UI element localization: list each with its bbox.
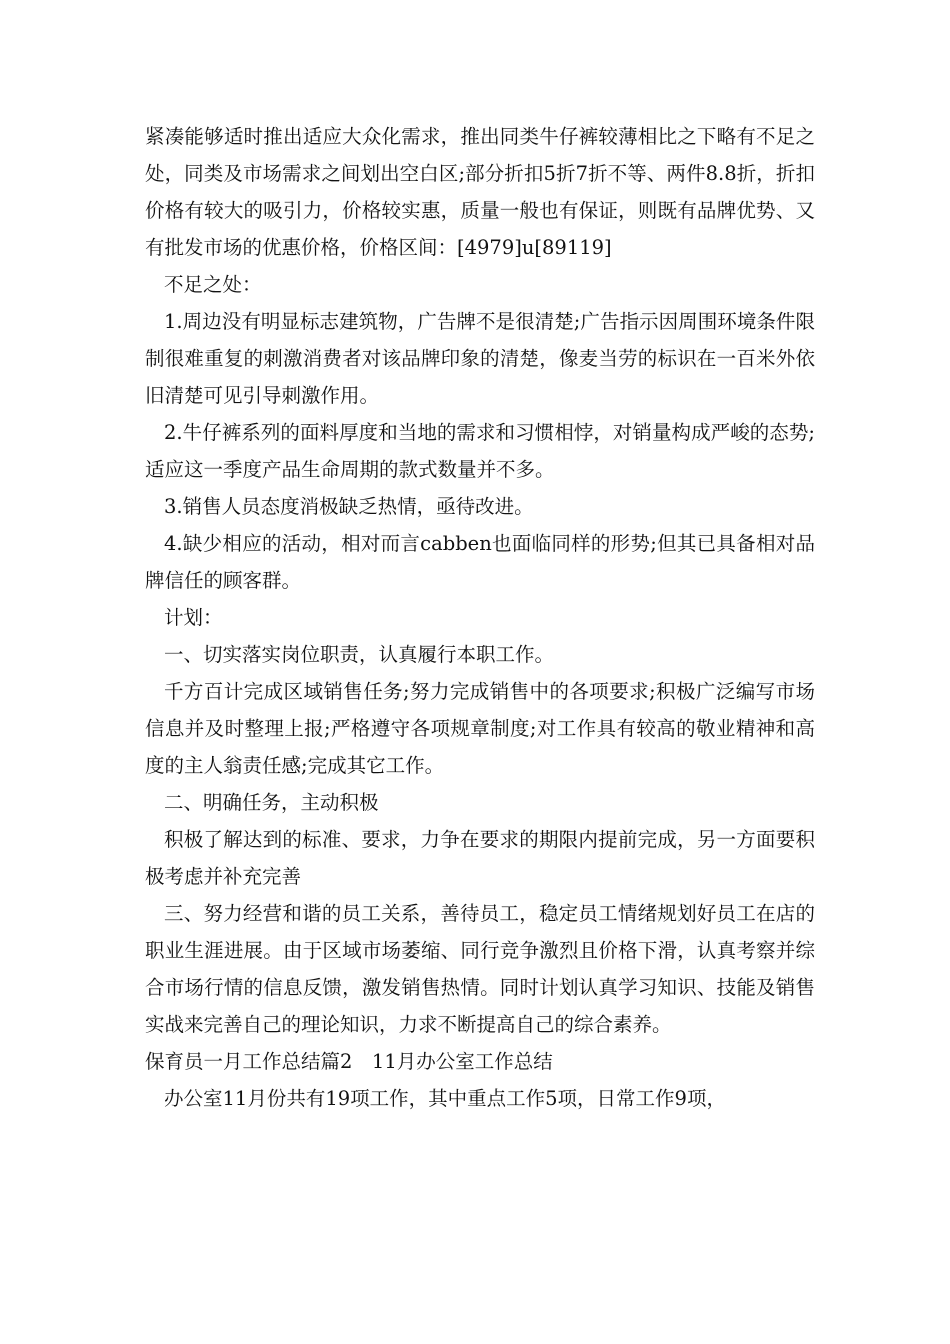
paragraph-shortcoming-4: 4.缺少相应的活动，相对而言cabben也面临同样的形势;但其已具备相对品牌信任的顾客群。	[145, 532, 815, 592]
paragraph-plan-2: 积极了解达到的标准、要求，力争在要求的期限内提前完成，另一方面要积极考虑并补充完善	[145, 828, 815, 888]
paragraph-plan-3: 三、努力经营和谐的员工关系，善待员工，稳定员工情绪规划好员工在店的职业生涯进展。由于区域市场萎缩、同行竞争激烈且价格下滑，认真考察并综合市场行情的信息反馈，激发销售热情。同时计划认真学习知识、技能及销售实战来完善自己的理论知识，力求不断提高自己的综合素养。	[145, 902, 815, 1036]
document-body	[145, 118, 815, 1117]
heading-plan-2: 二、明确任务，主动积极	[164, 791, 379, 814]
paragraph-shortcoming-1: 1.周边没有明显标志建筑物，广告牌不是很清楚;广告指示因周围环境条件限制很难重复的刺激消费者对该品牌印象的清楚，像麦当劳的标识在一百米外依旧清楚可见引导刺激作用。	[145, 310, 815, 407]
paragraph-shortcoming-3: 3.销售人员态度消极缺乏热情，亟待改进。	[164, 495, 534, 518]
paragraph-pricing: 紧凑能够适时推出适应大众化需求，推出同类牛仔裤较薄相比之下略有不足之处，同类及市场需求之间划出空白区;部分折扣5折7折不等、两件8.8折，折扣价格有较大的吸引力，价格较实惠，质量一般也有保证，则既有品牌优势、又有批发市场的优惠价格，价格区间：[4979]u[89119]	[145, 125, 815, 259]
heading-plan-1: 一、切实落实岗位职责，认真履行本职工作。	[164, 643, 555, 666]
heading-shortcomings: 不足之处：	[164, 273, 262, 296]
section-title: 保育员一月工作总结篇2 11月办公室工作总结	[145, 1050, 553, 1073]
paragraph-office-summary: 办公室11月份共有19项工作，其中重点工作5项，日常工作9项，	[164, 1087, 726, 1110]
paragraph-plan-1: 千方百计完成区域销售任务;努力完成销售中的各项要求;积极广泛编写市场信息并及时整理上报;严格遵守各项规章制度;对工作具有较高的敬业精神和高度的主人翁责任感;完成其它工作。	[145, 680, 815, 777]
paragraph-shortcoming-2: 2.牛仔裤系列的面料厚度和当地的需求和习惯相悖，对销量构成严峻的态势;适应这一季度产品生命周期的款式数量并不多。	[145, 421, 815, 481]
heading-plan: 计划：	[164, 606, 223, 629]
